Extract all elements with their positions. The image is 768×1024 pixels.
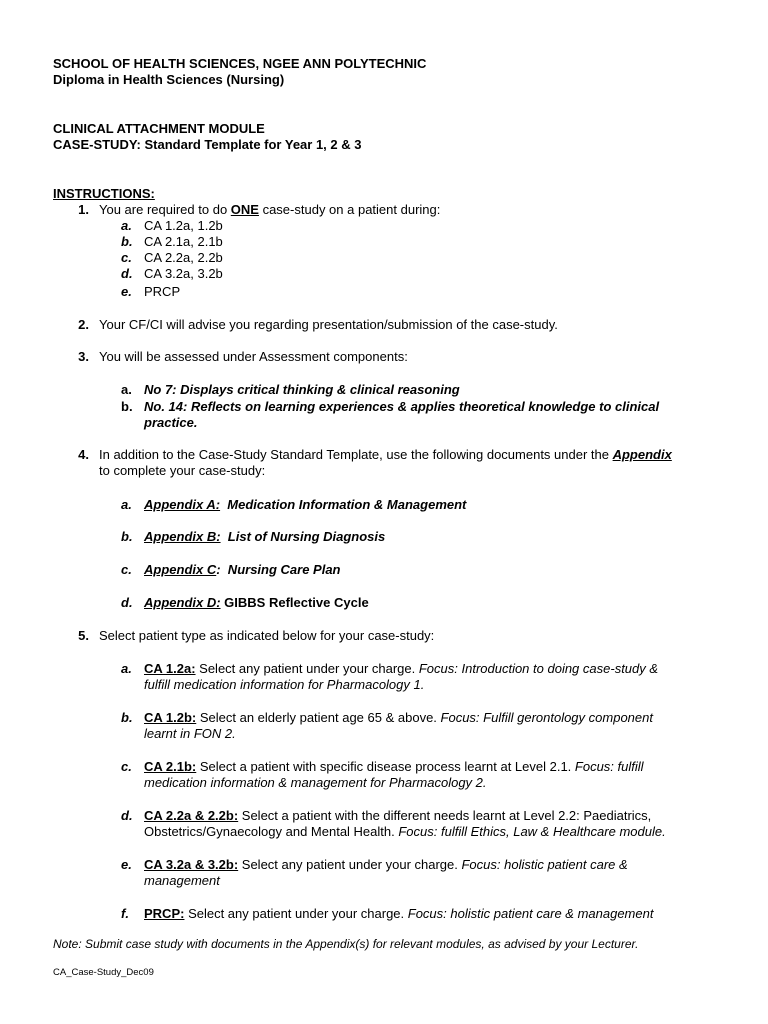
sub-letter: a. [121, 497, 132, 512]
appendix-c: Appendix C: Nursing Care Plan [144, 562, 341, 577]
module-title: CLINICAL ATTACHMENT MODULE [53, 121, 265, 136]
item1-text: You are required to do ONE case-study on a patient during: [99, 202, 441, 217]
sub-letter: d. [121, 595, 133, 610]
sub-letter: c. [121, 562, 132, 577]
patient-type-prcp: PRCP: Select any patient under your charge. Focus: holistic patient care & management [144, 906, 654, 921]
sub-letter: a. [121, 218, 132, 233]
item-number: 1. [78, 202, 89, 217]
item-number: 5. [78, 628, 89, 643]
patient-type-ca32: CA 3.2a & 3.2b: Select any patient under your charge. Focus: holistic patient care & [144, 857, 628, 872]
sub-letter: b. [121, 529, 133, 544]
patient-type-ca12b-cont: learnt in FON 2. [144, 726, 236, 741]
sub-letter: b. [121, 399, 133, 414]
submission-note: Note: Submit case study with documents in the Appendix(s) for relevant modules, as advised by your Lecturer. [53, 937, 639, 951]
sub-letter: b. [121, 710, 133, 725]
appendix-b: Appendix B: List of Nursing Diagnosis [144, 529, 386, 544]
item4-text: In addition to the Case-Study Standard Template, use the following documents under the Appendix [99, 447, 672, 462]
template-title: CASE-STUDY: Standard Template for Year 1, 2 & 3 [53, 137, 362, 152]
school-title: SCHOOL OF HEALTH SCIENCES, NGEE ANN POLYTECHNIC [53, 56, 427, 71]
sub-item-text: CA 1.2a, 1.2b [144, 218, 223, 233]
patient-type-ca22-cont: Obstetrics/Gynaecology and Mental Health. Focus: fulfill Ethics, Law & Healthcare module. [144, 824, 666, 839]
assessment-component-7: No 7: Displays critical thinking & clinical reasoning [144, 382, 460, 397]
patient-type-ca22: CA 2.2a & 2.2b: Select a patient with the different needs learnt at Level 2.2: Paediatrics, [144, 808, 652, 823]
sub-letter: c. [121, 250, 132, 265]
sub-letter: f. [121, 906, 129, 921]
sub-letter: a. [121, 661, 132, 676]
sub-letter: c. [121, 759, 132, 774]
sub-letter: e. [121, 284, 132, 299]
patient-type-ca21b: CA 2.1b: Select a patient with specific disease process learnt at Level 2.1. Focus: fulfill [144, 759, 644, 774]
document-footer: CA_Case-Study_Dec09 [53, 967, 154, 978]
item-number: 3. [78, 349, 89, 364]
patient-type-ca32-cont: management [144, 873, 220, 888]
sub-item-text: CA 2.1a, 2.1b [144, 234, 223, 249]
patient-type-ca21b-cont: medication information & management for Pharmacology 2. [144, 775, 487, 790]
patient-type-ca12a: CA 1.2a: Select any patient under your charge. Focus: Introduction to doing case-study & [144, 661, 659, 676]
item-number: 2. [78, 317, 89, 332]
diploma-title: Diploma in Health Sciences (Nursing) [53, 72, 285, 87]
appendix-d: Appendix D: GIBBS Reflective Cycle [144, 595, 369, 610]
item5-text: Select patient type as indicated below for your case-study: [99, 628, 435, 643]
assessment-component-14: No. 14: Reflects on learning experiences & applies theoretical knowledge to clinical [144, 399, 660, 414]
sub-letter: d. [121, 266, 133, 281]
sub-letter: e. [121, 857, 132, 872]
patient-type-ca12a-cont: fulfill medication information for Pharmacology 1. [144, 677, 425, 692]
item3-text: You will be assessed under Assessment components: [99, 349, 408, 364]
sub-letter: d. [121, 808, 133, 823]
instructions-heading: INSTRUCTIONS: [53, 186, 155, 201]
item4-text-cont: to complete your case-study: [99, 463, 266, 478]
item-number: 4. [78, 447, 89, 462]
sub-letter: b. [121, 234, 133, 249]
appendix-a: Appendix A: Medication Information & Management [144, 497, 467, 512]
emphasis-one: ONE [230, 202, 259, 217]
item2-text: Your CF/CI will advise you regarding presentation/submission of the case-study. [99, 317, 558, 332]
appendix-word: Appendix [612, 447, 672, 462]
patient-type-ca12b: CA 1.2b: Select an elderly patient age 65 & above. Focus: Fulfill gerontology component [144, 710, 653, 725]
sub-item-text: PRCP [144, 284, 181, 299]
sub-letter: a. [121, 382, 132, 397]
sub-item-text: CA 2.2a, 2.2b [144, 250, 223, 265]
sub-item-text: CA 3.2a, 3.2b [144, 266, 223, 281]
assessment-component-14-cont: practice. [144, 415, 198, 430]
